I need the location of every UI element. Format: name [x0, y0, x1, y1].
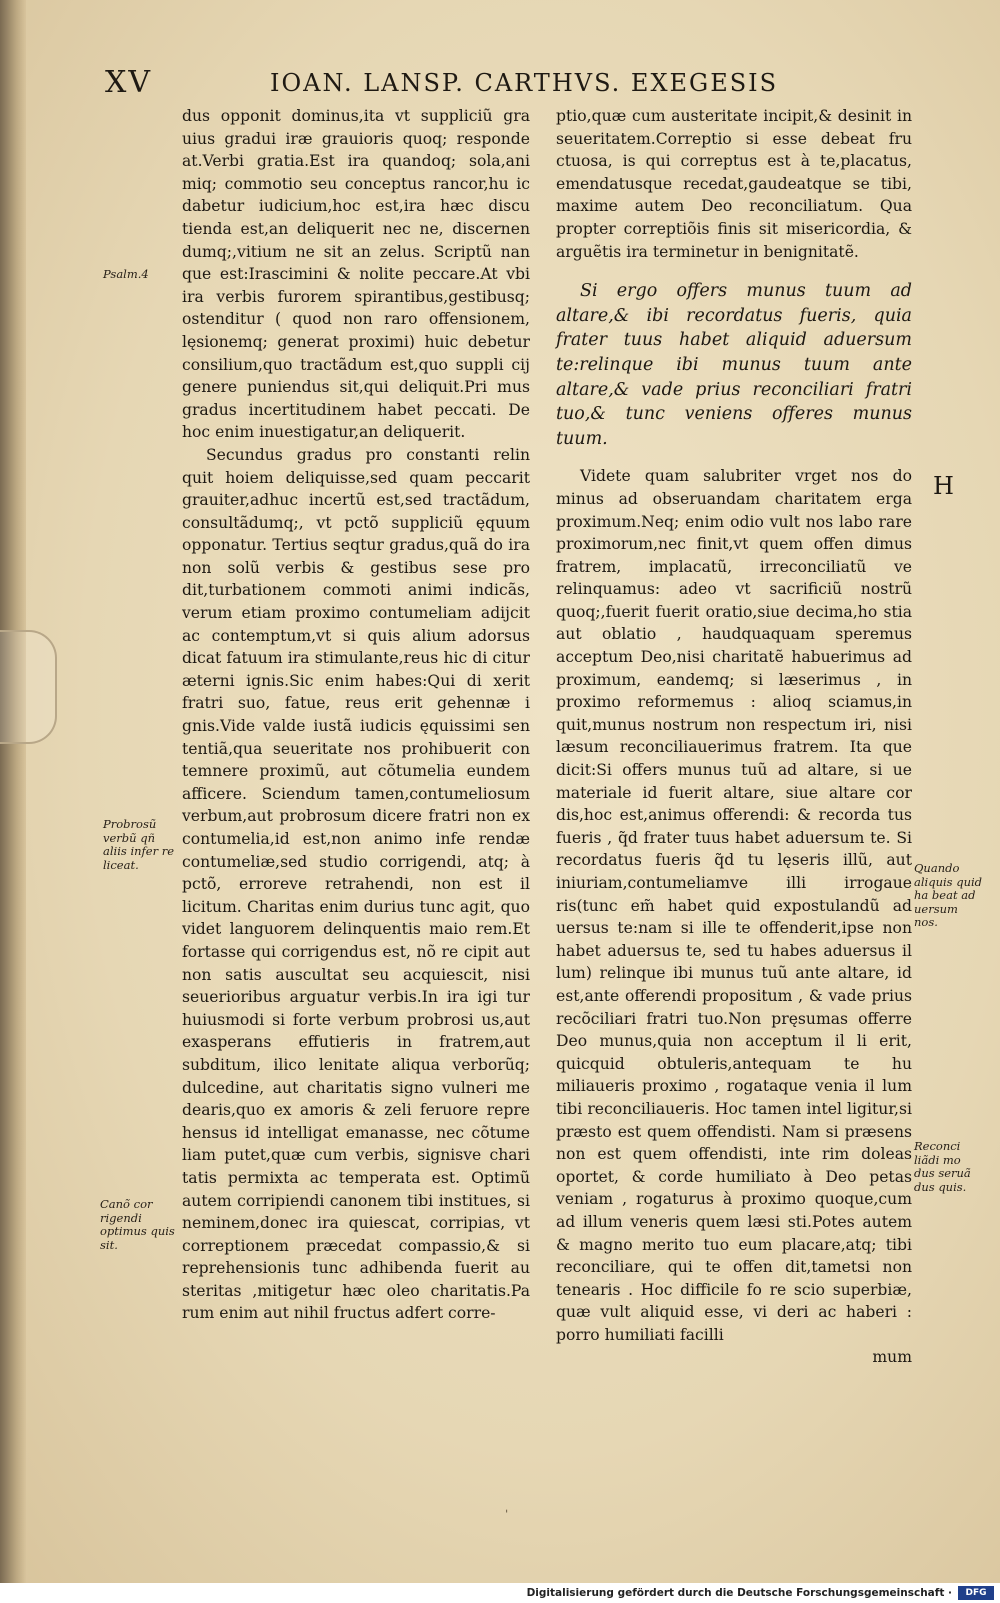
running-head: [105, 65, 895, 99]
left-column: [182, 105, 530, 1325]
right-paragraph-2: Videte quam salubriter vrget nos do minus ad obseruandam charitatem erga proximum.Neq; enim odio vult nos labo rare proximorum,nec finit,vt quem offen dimus fratrem, implacatũ, irreconciliatũ ve relinquamus: adeo vt sacrificiũ nostrũ quoq;,fuerit fuerit oratio,siue decima,ho stia aut oblatio , haudquaquam speremus acceptum Deo,nisi charitatẽ habuerimus ad proximum, eandemq; si læserimus , in proximo reformemus : alioq sciamus,in quit,munus nostrum non respectum iri, nisi læsum reconciliauerimus fratrem. Ita que dicit:Si offers munus tuũ ad altare, si ue materiale id fuerit altare, siue altare cor dis,hoc est,animus offerendi: & recorda tus fueris , q̃d frater tuus habet aduersum te. Si recordatus fueris q̃d tu lęseris illũ, aut iniuriam,contumeliamve illi irrogaue ris(tunc em̃ habet quid expostulandũ ad uersus te:nam si ille te offenderit,ipse non habet aduersus te, sed tu habes aduersus il lum) relinque ibi munus tuũ ante altare, id est,ante offerendi propositum , & vade prius recõciliari fratri tuo.Non pręsumas offerre Deo munus,quia non acceptum il li erit, quicquid obtuleris,antequam te hu miliaueris proximo , rogataque venia il lum tibi reconciliaueris. Hoc tamen intel ligitur,si præsto est quem offendisti. Nam si præsens non est quem offendisti, inte rim doleas oportet, & corde humiliato à Deo petas veniam , rogaturus à proximo quoque,cum ad illum veneris quem læsi sti.Potes autem & magno merito tuo eum placare,atq; tibi reconciliare, qui te offen dit,tametsi non tenearis . Hoc difficile fo re scio superbiæ, quæ vult aliquid esse, vi deri ac haberi : porro humiliati facilli: [556, 467, 912, 1344]
left-paragraph-1: dus opponit dominus,ita vt suppliciũ gra uius gradui iræ grauioris quoq; responde at.Verbi gratia.Est ira quandoq; sola,ani miq; commotio seu conceptus rancor,hu ic dabetur iudicium,hoc est,ira hæc discu tienda est,an deliquerit nec ne, discernen dumq;,vitium ne sit an zelus. Scriptũ nan que est:Irascimini & nolite peccare.At vbi ira verbis furorem spirantibus,gestibusq; ostenditur ( quod non raro offensionem, lęsionemq; generat proximi) huic debetur consilium,quo tractãdum est,quo suppli cij genere puniendus sit,qui deliquit.Pri mus gradus incertitudinem habet peccati. De hoc enim inuestigatur,an deliquerit.: [182, 107, 530, 442]
section-letter: H: [933, 472, 954, 500]
margin-note-probrosum: Probrosũ verbũ qñ aliis infer re liceat.: [103, 817, 175, 872]
folio-number: XV: [105, 65, 153, 100]
margin-note-canon: Canõ cor rigendi optimus quis sit.: [100, 1197, 175, 1252]
margin-note-quando: Quando aliquis quid ha beat ad uersum nos.: [914, 861, 983, 929]
ink-mark: ˌ: [505, 1500, 509, 1514]
right-column: [556, 105, 912, 1369]
right-paragraph-1: ptio,quæ cum austeritate incipit,& desinit in seueritatem.Correptio si esse debeat fru ctuosa, is qui correptus est à te,placatus, emendatusque recedat,gaudeatque se tibi, maxime autem Deo reconciliatum. Qua propter correptiõis finis sit misericordia, & arguẽtis ira terminetur in benignitatẽ.: [556, 107, 912, 261]
footer-bar: [0, 1583, 1000, 1603]
dfg-logo: DFG: [958, 1586, 994, 1600]
page-tab-marker: [0, 630, 57, 744]
scripture-quote: Si ergo offers munus tuum ad altare,& ibi recordatus fueris, quia frater tuus habet aliquid aduersum te:relinque ibi munus tuum ante altare,& vade prius reconciliari fratri tuo,& tunc veniens offeres munus tuum.: [556, 281, 912, 449]
margin-note-psalm: Psalm.4: [103, 267, 149, 281]
catchword: mum: [872, 1348, 912, 1367]
margin-note-reconciliandi: Reconci liãdi mo dus seruã dus quis.: [914, 1139, 971, 1194]
footer-credit: Digitalisierung gefördert durch die Deutsche Forschungsgemeinschaft ·: [526, 1587, 952, 1599]
running-title: IOAN. LANSP. CARTHVS. EXEGESIS: [270, 69, 779, 97]
page-gutter: [0, 0, 26, 1583]
left-paragraph-2: Secundus gradus pro constanti relin quit hoiem deliquisse,sed quam peccarit grauiter,adhuc incertũ est,sed tractãdum, consultãdumq;, vt pctõ suppliciũ ęquum opponatur. Tertius seqtur gradus,quã do ira non solũ verbis & gestibus sese pro dit,turbationem commoti animi indicãs, verum etiam proximo contumeliam adijcit ac contemptum,vt si quis alium adorsus dicat fatuum ira stimulante,reus hic di citur æterni ignis.Sic enim habes:Qui di xerit fratri suo, fatue, reus erit gehennæ i gnis.Vide valde iustã iudicis ęquissimi sen tentiã,qua seueritate nos prohibuerit con temnere proximũ, aut cõtumelia eundem afficere. Sciendum tamen,contumeliosum verbum,aut probrosum dicere fratri non ex contumelia,id est,non animo infe rendæ contumeliæ,sed studio corrigendi, atq; à pctõ, erroreve retrahendi, non est il licitum. Charitas enim durius tunc agit, quo videt languorem delinquentis maio rem.Et fortasse qui corrigendus est, nõ re cipit aut non satis auscultat seu acquiescit, nisi seuerioribus arguatur verbis.In ira igi tur huiusmodi si forte verbum probrosi us,aut exasperans effutieris in fratrem,aut subditum, ilico lenitate aliqua verborũq; dulcedine, aut charitatis signo vulneri me dearis,quo ex amoris & zeli feruore repre hensus id intelligat emanasse, nec cõtume liam putet,quæ cum verbis, signisve chari tatis permixta ac temperata est. Optimũ autem corripiendi canonem tibi institues, si neminem,donec ira quiescat, corripias, vt correptionem præcedat compassio,& si reprehensionis tunc adhibenda fuerit au steritas ,mitigetur hæc oleo charitatis.Pa rum enim aut nihil fructus adfert corre-: [182, 445, 530, 1323]
